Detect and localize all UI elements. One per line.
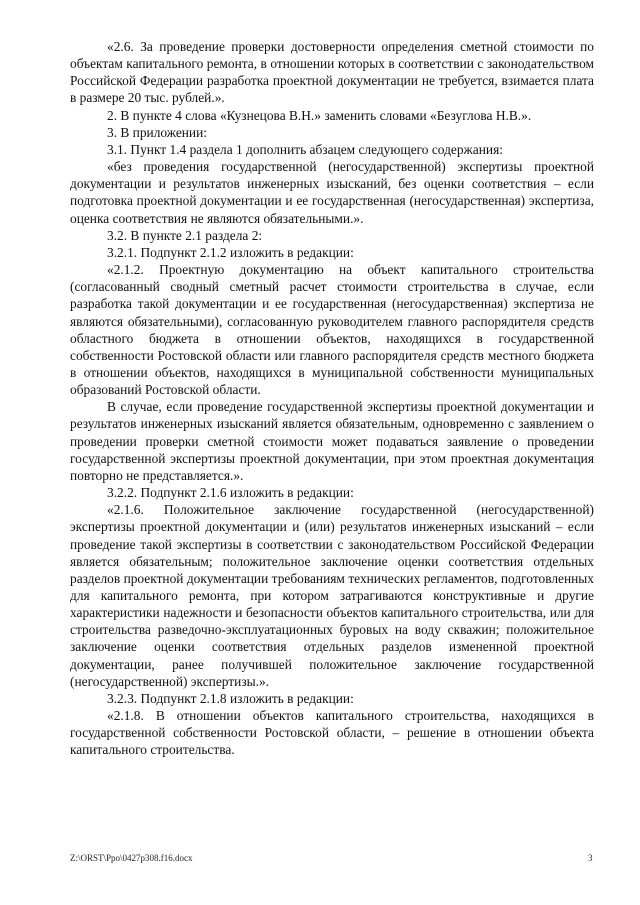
paragraph-item-3-2: 3.2. В пункте 2.1 раздела 2:: [107, 227, 263, 243]
footer-file-path: Z:\ORST\Ppo\0427p308.f16.docx: [70, 853, 193, 863]
paragraph-item-3-2-1: 3.2.1. Подпункт 2.1.2 изложить в редакции:: [107, 244, 354, 260]
document-body: [70, 38, 594, 759]
page-number: 3: [588, 853, 593, 863]
paragraph-item-3-2-3: 3.2.3. Подпункт 2.1.8 изложить в редакции:: [107, 690, 354, 706]
paragraph-quote-2-1-6: «2.1.6. Положительное заключение государственной (негосударственной) экспертизы проектной документации и (или) результатов инженерных изысканий – если проведение такой экспертизы в соответствии с законодательством Российской Федерации является обязательным; положительное заключение оценки соответствия отдельных разделов проектной документации требованиям технических регламентов, подготовленных для капитального ремонта, при котором затрагиваются конструктивные и другие характеристики надежности и безопасности объектов капитального строительства, или для строительства разведочно-эксплуатационных буровых на воду скважин; положительное заключение оценки соответствия отдельных разделов измененной проектной документации, ранее получившей положительное заключение государственной (негосударственной) экспертизы.».: [70, 502, 594, 689]
paragraph-quote-2-1-8: «2.1.8. В отношении объектов капитального строительства, находящихся в государственной собственности Ростовской области, – решение в отношении объекта капитального строительства.: [70, 708, 594, 758]
paragraph-item-3-2-2: 3.2.2. Подпункт 2.1.6 изложить в редакции:: [107, 485, 354, 501]
paragraph-2-6: «2.6. За проведение проверки достоверности определения сметной стоимости по объектам капитального ремонта, в отношении которых в соответствии с законодательством Российской Федерации разработка проектной документации не требуется, взимается плата в размере 20 тыс. рублей.».: [70, 39, 594, 106]
paragraph-quote-1-4: «без проведения государственной (негосударственной) экспертизы проектной документации и результатов инженерных изысканий, без оценки соответствия – если подготовка проектной документации и ее государственная (негосударственная) экспертиза, оценка соответствия не являются обязательными.».: [70, 159, 594, 226]
paragraph-item-2: 2. В пункте 4 слова «Кузнецова В.Н.» заменить словами «Безуглова Н.В.».: [107, 107, 532, 123]
paragraph-quote-2-1-2: «2.1.2. Проектную документацию на объект капитального строительства (согласованный сводный сметный расчет стоимости строительства в случае, если разработка такой документации и ее государственная (негосударственная) экспертиза не являются обязательными), согласованную руководителем главного распорядителя средств областного бюджета в отношении объектов, находящихся в государственной собственности Ростовской области или главного распорядителя средств местного бюджета в отношении объектов, находящихся в муниципальной собственности муниципальных образований Ростовской области.: [70, 262, 594, 398]
paragraph-item-3: 3. В приложении:: [107, 124, 207, 140]
paragraph-quote-2-1-2-cont: В случае, если проведение государственной экспертизы проектной документации и результатов инженерных изысканий является обязательным, одновременно с заявлением о проведении проверки сметной стоимости может подаваться заявление о проведении государственной экспертизы проектной документации, при этом проектная документация повторно не представляется.».: [70, 399, 594, 483]
paragraph-item-3-1: 3.1. Пункт 1.4 раздела 1 дополнить абзацем следующего содержания:: [107, 141, 503, 157]
